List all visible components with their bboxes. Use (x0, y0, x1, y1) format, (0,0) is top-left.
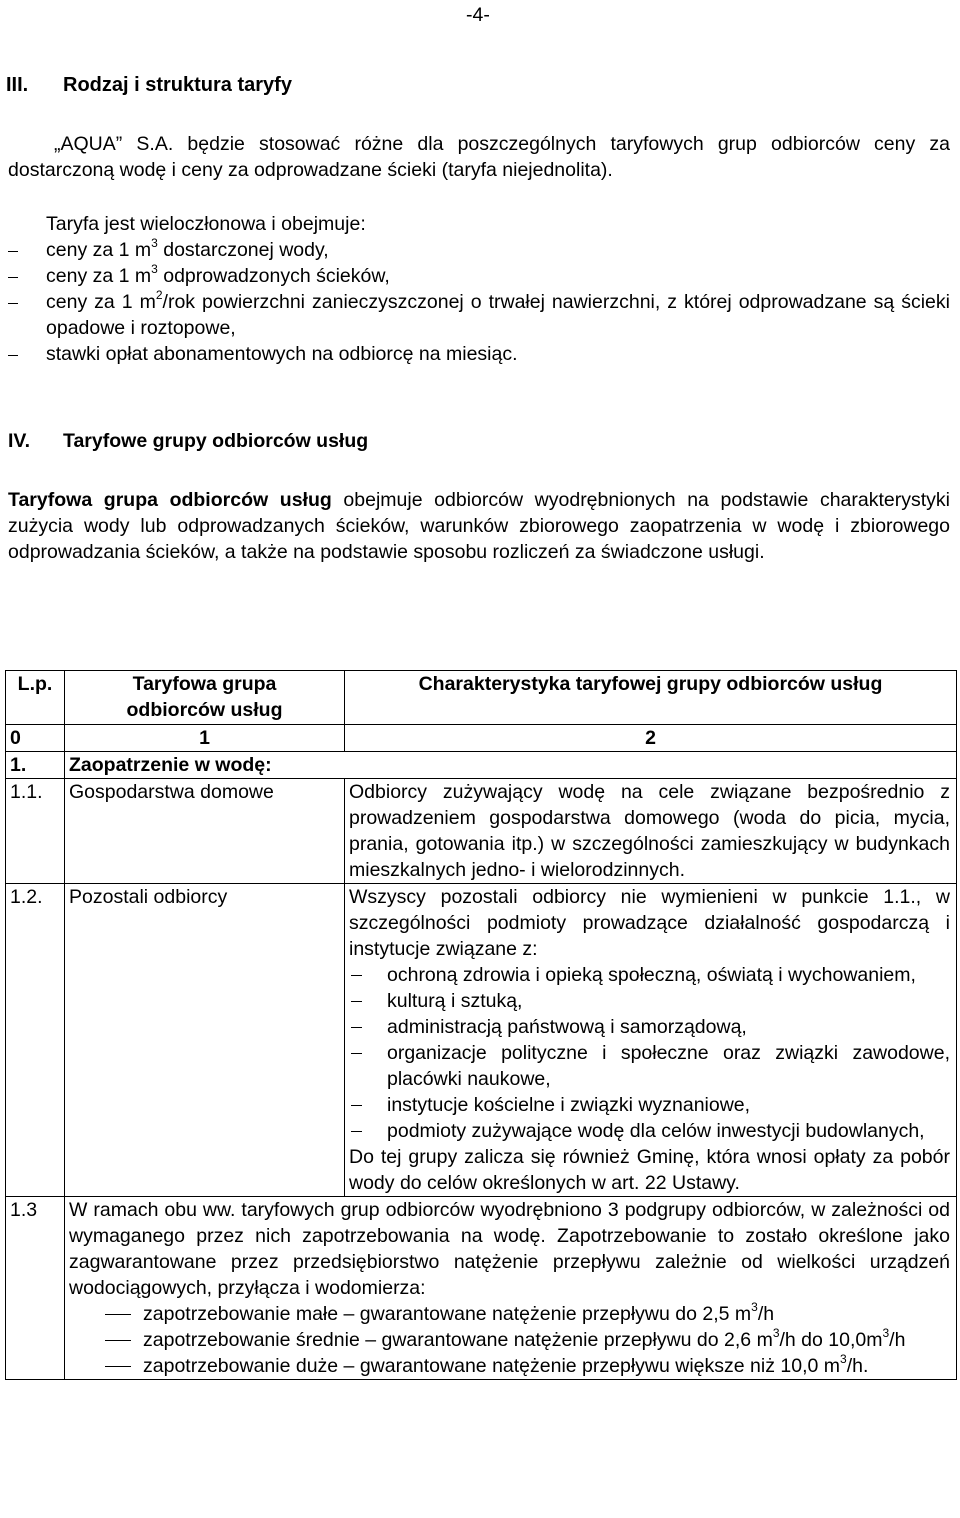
list-item-surface-price: ceny za 1 $m^2$/rok powierzchni zanieczyszczonej o trwałej nawierzchni, z której odprowadzane są ścieki opadowe i roztopowe, (46, 287, 950, 339)
row-lp: 1.1. (6, 779, 65, 884)
table-header-row (6, 671, 957, 725)
list-item: instytucje kościelne i związki wyznaniowe, (349, 1092, 950, 1118)
list-item: kulturą i sztuką, (349, 988, 950, 1014)
list-item: organizacje polityczne i społeczne oraz związki zawodowe, placówki naukowe, (349, 1040, 950, 1092)
list-dash (8, 251, 18, 252)
column-index: 1 (65, 725, 345, 752)
list-item: zapotrzebowanie małe – gwarantowane natężenie przepływu do 2,5 $m^3/h$ (69, 1301, 950, 1327)
section-3-title: Rodzaj i struktura taryfy (63, 74, 292, 96)
list-item: ochroną zdrowia i opieką społeczną, oświatą i wychowaniem, (349, 962, 950, 988)
column-index: 2 (345, 725, 957, 752)
table-row (6, 1197, 957, 1380)
table-row (6, 884, 957, 1197)
row-subgroups (65, 1197, 957, 1380)
list-item: zapotrzebowanie duże – gwarantowane natężenie przepływu większe niż 10,0 $m^3/h$. (69, 1353, 950, 1379)
list-item-sewage-price: ceny za 1 $m^3$ odprowadzonych ścieków, (46, 261, 390, 287)
row-lp: 1.2. (6, 884, 65, 1197)
section-label: Zaopatrzenie w wodę: (65, 752, 957, 779)
column-index: 0 (6, 725, 65, 752)
section-3-paragraph: „AQUA” S.A. będzie stosować różne dla poszczególnych taryfowych grup odbiorców ceny za dostarczoną wodę i ceny za odprowadzane ścieki (taryfa niejednolita). (8, 133, 950, 181)
section-4-number: IV. (8, 430, 31, 452)
header-description: Charakterystyka taryfowej grupy odbiorców usług (345, 671, 957, 725)
section-lp: 1. (6, 752, 65, 779)
column-index-row (6, 725, 957, 752)
tariff-structure-intro: Taryfa jest wieloczłonowa i obejmuje: (46, 213, 366, 235)
list-item: zapotrzebowanie średnie – gwarantowane natężenie przepływu do 2,6 $m^3/h$ do $10,0m^3/h$ (69, 1327, 950, 1353)
header-lp: L.p. (6, 671, 65, 725)
subgroups-text: W ramach obu ww. taryfowych grup odbiorców wyodrębniono 3 podgrupy odbiorców, w zależności od wymaganego przez nich zapotrzebowania na wodę. Zapotrzebowanie to zostało określone jako zagwarantowane przez przedsiębiorstwo natężenie przepływu zależnie od wielkości urządzeń wodociągowych, przyłącza i wodomierza: (69, 1199, 950, 1299)
row-description (345, 884, 957, 1197)
list-item: administracją państwową i samorządową, (349, 1014, 950, 1040)
page-number: -4- (466, 4, 490, 26)
row-group: Pozostali odbiorcy (65, 884, 345, 1197)
table-section-row (6, 752, 957, 779)
description-intro: Wszyscy pozostali odbiorcy nie wymienieni w punkcie 1.1., w szczególności podmioty prowadzące działalność gospodarczą i instytucje związane z: (349, 886, 950, 960)
section-4-paragraph: Taryfowa grupa odbiorców usług obejmuje odbiorców wyodrębnionych na podstawie charakterystyki zużycia wody lub odprowadzanych ścieków, warunków zbiorowego zaopatrzenia w wodę i zbiorowego odprowadzania ścieków, a także na podstawie sposobu rozliczeń za świadczone usługi. (8, 489, 950, 563)
row-group: Gospodarstwa domowe (65, 779, 345, 884)
section-3-number: III. (6, 74, 29, 96)
row-description: Odbiorcy zużywający wodę na cele związane bezpośrednio z prowadzeniem gospodarstwa domowego (woda do picia, mycia, prania, gotowania itp.) w szczególności zamieszkujący w budynkach mieszkalnych jedno- i wielorodzinnych. (345, 779, 957, 884)
tariff-groups-table (5, 670, 957, 1380)
list-dash (8, 277, 18, 278)
definition-term: Taryfowa grupa odbiorców usług (8, 489, 332, 511)
header-group: Taryfowa grupa odbiorców usług (65, 671, 345, 725)
list-item-water-price: ceny za 1 $m^3$ dostarczonej wody, (46, 235, 329, 261)
list-item: podmioty zużywające wodę dla celów inwestycji budowlanych, (349, 1118, 950, 1144)
row-lp: 1.3 (6, 1197, 65, 1380)
description-outro: Do tej grupy zalicza się również Gminę, która wnosi opłaty za pobór wody do celów określonych w art. 22 Ustawy. (349, 1146, 950, 1194)
table-row (6, 779, 957, 884)
list-dash (8, 355, 18, 356)
list-dash (8, 303, 18, 304)
list-item-subscription-fee: stawki opłat abonamentowych na odbiorcę na miesiąc. (46, 343, 518, 365)
section-4-title: Taryfowe grupy odbiorców usług (63, 430, 369, 452)
